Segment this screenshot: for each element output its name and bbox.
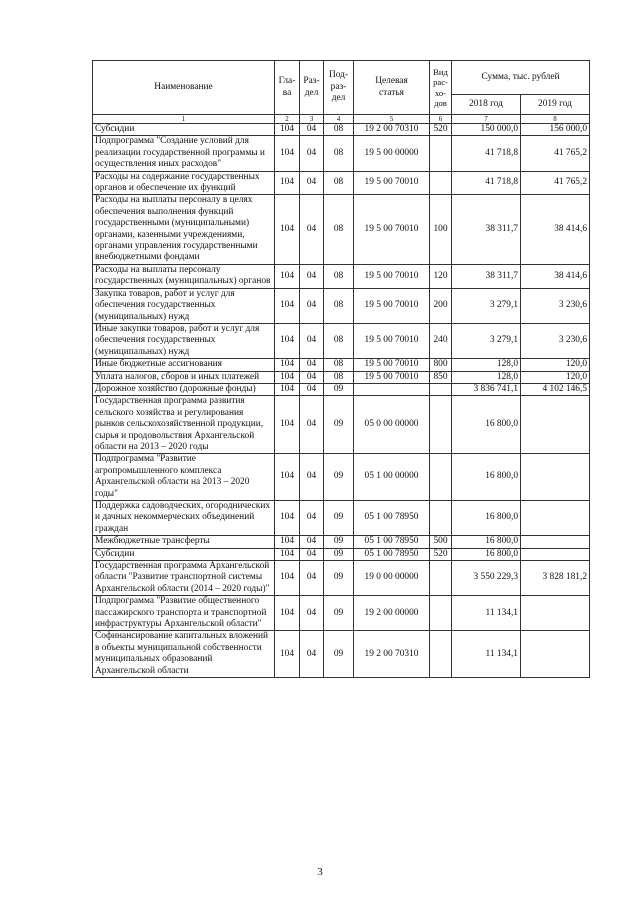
col-num-1: 1 [93, 115, 275, 124]
row-sum-2018: 16 800,0 [452, 454, 521, 501]
row-sum-2019 [521, 454, 590, 501]
row-sum-2019 [521, 501, 590, 536]
row-target [354, 383, 430, 395]
row-expense-type [430, 136, 452, 171]
row-chapter: 104 [275, 136, 300, 171]
row-sum-2018: 11 134,1 [452, 631, 521, 678]
row-chapter: 104 [275, 371, 300, 383]
row-subsection: 09 [324, 396, 354, 454]
row-section: 04 [300, 323, 324, 358]
table-row [93, 454, 590, 501]
row-target: 19 5 00 70010 [354, 288, 430, 323]
row-name: Субсидии [93, 548, 275, 560]
row-section: 04 [300, 396, 324, 454]
table-row [93, 171, 590, 195]
table-row [93, 383, 590, 395]
row-name: Подпрограмма "Создание условий для реализации государственной программы и осуществления иных расходов" [93, 136, 275, 171]
row-subsection: 09 [324, 561, 354, 596]
row-sum-2019: 41 765,2 [521, 171, 590, 195]
row-sum-2019: 3 828 181,2 [521, 561, 590, 596]
row-section: 04 [300, 548, 324, 560]
row-subsection: 09 [324, 383, 354, 395]
header-sum: Сумма, тыс. рублей [452, 61, 590, 95]
row-sum-2019: 120,0 [521, 359, 590, 371]
row-sum-2018: 3 279,1 [452, 288, 521, 323]
row-expense-type: 850 [430, 371, 452, 383]
row-sum-2018: 16 800,0 [452, 396, 521, 454]
row-section: 04 [300, 596, 324, 631]
row-section: 04 [300, 288, 324, 323]
row-expense-type [430, 171, 452, 195]
row-subsection: 08 [324, 136, 354, 171]
row-section: 04 [300, 383, 324, 395]
col-num-8: 8 [521, 115, 590, 124]
row-sum-2018: 11 134,1 [452, 596, 521, 631]
row-section: 04 [300, 195, 324, 264]
row-sum-2018: 41 718,8 [452, 171, 521, 195]
row-name: Софинансирование капитальных вложений в объекты муниципальной собственности муниципальных образований Архангельской области [93, 631, 275, 678]
table-row [93, 124, 590, 136]
row-subsection: 09 [324, 454, 354, 501]
col-num-3: 3 [300, 115, 324, 124]
row-chapter: 104 [275, 171, 300, 195]
row-chapter: 104 [275, 383, 300, 395]
col-num-2: 2 [275, 115, 300, 124]
row-sum-2018: 16 800,0 [452, 501, 521, 536]
row-name: Закупка товаров, работ и услуг для обеспечения государственных (муниципальных) нужд [93, 288, 275, 323]
row-expense-type: 100 [430, 195, 452, 264]
col-num-7: 7 [452, 115, 521, 124]
row-target: 19 5 00 70010 [354, 323, 430, 358]
row-target: 05 1 00 78950 [354, 501, 430, 536]
row-target: 19 2 00 70310 [354, 631, 430, 678]
row-section: 04 [300, 371, 324, 383]
row-name: Межбюджетные трансферты [93, 536, 275, 548]
row-name: Подпрограмма "Развитие общественного пассажирского транспорта и транспортной инфраструктуры Архангельской области" [93, 596, 275, 631]
row-section: 04 [300, 561, 324, 596]
table-row [93, 136, 590, 171]
row-sum-2019 [521, 631, 590, 678]
row-target: 19 5 00 70010 [354, 359, 430, 371]
row-expense-type [430, 596, 452, 631]
row-subsection: 08 [324, 171, 354, 195]
row-chapter: 104 [275, 561, 300, 596]
table-row [93, 501, 590, 536]
row-chapter: 104 [275, 631, 300, 678]
row-subsection: 08 [324, 288, 354, 323]
table-row [93, 288, 590, 323]
header-subsection: Под- раз- дел [324, 61, 354, 115]
row-chapter: 104 [275, 264, 300, 288]
row-sum-2018: 41 718,8 [452, 136, 521, 171]
header-section: Раз- дел [300, 61, 324, 115]
row-expense-type: 240 [430, 323, 452, 358]
row-target: 19 5 00 70010 [354, 264, 430, 288]
table-row [93, 596, 590, 631]
row-sum-2019 [521, 396, 590, 454]
row-sum-2018: 16 800,0 [452, 536, 521, 548]
row-section: 04 [300, 264, 324, 288]
table-row [93, 396, 590, 454]
budget-table [92, 60, 590, 678]
row-sum-2019 [521, 548, 590, 560]
header-expense-type: Вид рас- хо- дов [430, 61, 452, 115]
row-chapter: 104 [275, 124, 300, 136]
row-chapter: 104 [275, 288, 300, 323]
row-expense-type [430, 454, 452, 501]
row-sum-2018: 3 836 741,1 [452, 383, 521, 395]
row-subsection: 09 [324, 501, 354, 536]
row-target: 19 5 00 00000 [354, 136, 430, 171]
row-name: Уплата налогов, сборов и иных платежей [93, 371, 275, 383]
row-expense-type [430, 383, 452, 395]
row-sum-2019: 120,0 [521, 371, 590, 383]
row-subsection: 08 [324, 195, 354, 264]
row-chapter: 104 [275, 359, 300, 371]
table-row [93, 561, 590, 596]
row-subsection: 09 [324, 536, 354, 548]
row-section: 04 [300, 136, 324, 171]
row-subsection: 09 [324, 596, 354, 631]
row-sum-2018: 38 311,7 [452, 264, 521, 288]
column-number-row [93, 115, 590, 124]
row-section: 04 [300, 359, 324, 371]
row-sum-2019 [521, 596, 590, 631]
header-name: Наименование [93, 61, 275, 115]
table-row [93, 195, 590, 264]
row-chapter: 104 [275, 536, 300, 548]
header-row [93, 61, 590, 95]
row-subsection: 09 [324, 631, 354, 678]
page-number: 3 [317, 866, 323, 878]
row-target: 19 5 00 70010 [354, 371, 430, 383]
row-target: 19 0 00 00000 [354, 561, 430, 596]
row-subsection: 08 [324, 124, 354, 136]
row-target: 19 2 00 70310 [354, 124, 430, 136]
row-sum-2019: 3 230,6 [521, 288, 590, 323]
table-row [93, 536, 590, 548]
row-target: 05 1 00 78950 [354, 536, 430, 548]
header-year-2019: 2019 год [521, 95, 590, 115]
row-target: 05 1 00 78950 [354, 548, 430, 560]
row-section: 04 [300, 171, 324, 195]
row-expense-type [430, 561, 452, 596]
row-chapter: 104 [275, 548, 300, 560]
row-sum-2018: 3 550 229,3 [452, 561, 521, 596]
row-sum-2018: 3 279,1 [452, 323, 521, 358]
table-row [93, 359, 590, 371]
table-row [93, 264, 590, 288]
col-num-4: 4 [324, 115, 354, 124]
row-target: 19 2 00 00000 [354, 596, 430, 631]
row-chapter: 104 [275, 501, 300, 536]
row-name: Государственная программа Архангельской области "Развитие транспортной системы Архангельской области (2014 – 2020 годы)" [93, 561, 275, 596]
row-name: Государственная программа развития сельского хозяйства и регулирования рынков сельскохозяйственной продукции, сырья и продовольствия Архангельской области на 2013 – 2020 годы [93, 396, 275, 454]
row-section: 04 [300, 501, 324, 536]
row-chapter: 104 [275, 323, 300, 358]
row-sum-2018: 128,0 [452, 359, 521, 371]
row-section: 04 [300, 454, 324, 501]
header-target: Целевая статья [354, 61, 430, 115]
row-expense-type [430, 501, 452, 536]
row-sum-2019: 4 102 146,5 [521, 383, 590, 395]
table-row [93, 548, 590, 560]
row-expense-type: 800 [430, 359, 452, 371]
row-subsection: 08 [324, 371, 354, 383]
header-year-2018: 2018 год [452, 95, 521, 115]
row-subsection: 08 [324, 323, 354, 358]
row-section: 04 [300, 536, 324, 548]
row-sum-2019: 38 414,6 [521, 264, 590, 288]
row-chapter: 104 [275, 396, 300, 454]
row-name: Иные бюджетные ассигнования [93, 359, 275, 371]
table-row [93, 631, 590, 678]
row-name: Подпрограмма "Развитие агропромышленного комплекса Архангельской области на 2013 – 2020 годы" [93, 454, 275, 501]
row-sum-2019: 156 000,0 [521, 124, 590, 136]
row-name: Расходы на содержание государственных органов и обеспечение их функций [93, 171, 275, 195]
table-row [93, 371, 590, 383]
row-subsection: 09 [324, 548, 354, 560]
row-sum-2019: 38 414,6 [521, 195, 590, 264]
row-subsection: 08 [324, 264, 354, 288]
row-sum-2019: 3 230,6 [521, 323, 590, 358]
table-row [93, 323, 590, 358]
row-target: 05 0 00 00000 [354, 396, 430, 454]
row-section: 04 [300, 124, 324, 136]
row-expense-type: 520 [430, 548, 452, 560]
row-name: Расходы на выплаты персоналу в целях обеспечения выполнения функций государственными (муниципальными) органами, казенными учреждениями, органами управления государственными внебюджетными фондами [93, 195, 275, 264]
row-name: Субсидии [93, 124, 275, 136]
row-section: 04 [300, 631, 324, 678]
row-name: Иные закупки товаров, работ и услуг для обеспечения государственных (муниципальных) нужд [93, 323, 275, 358]
row-name: Расходы на выплаты персоналу государственных (муниципальных) органов [93, 264, 275, 288]
row-sum-2018: 16 800,0 [452, 548, 521, 560]
row-expense-type: 500 [430, 536, 452, 548]
row-sum-2019 [521, 536, 590, 548]
row-chapter: 104 [275, 195, 300, 264]
row-subsection: 08 [324, 359, 354, 371]
row-chapter: 104 [275, 596, 300, 631]
row-expense-type: 520 [430, 124, 452, 136]
row-sum-2018: 38 311,7 [452, 195, 521, 264]
row-target: 05 1 00 00000 [354, 454, 430, 501]
row-expense-type [430, 396, 452, 454]
row-target: 19 5 00 70010 [354, 195, 430, 264]
row-sum-2018: 150 000,0 [452, 124, 521, 136]
row-chapter: 104 [275, 454, 300, 501]
row-expense-type [430, 631, 452, 678]
row-target: 19 5 00 70010 [354, 171, 430, 195]
col-num-6: 6 [430, 115, 452, 124]
row-sum-2019: 41 765,2 [521, 136, 590, 171]
row-expense-type: 120 [430, 264, 452, 288]
row-name: Поддержка садоводческих, огороднических и дачных некоммерческих объединений граждан [93, 501, 275, 536]
row-expense-type: 200 [430, 288, 452, 323]
header-chapter: Гла- ва [275, 61, 300, 115]
col-num-5: 5 [354, 115, 430, 124]
row-sum-2018: 128,0 [452, 371, 521, 383]
row-name: Дорожное хозяйство (дорожные фонды) [93, 383, 275, 395]
